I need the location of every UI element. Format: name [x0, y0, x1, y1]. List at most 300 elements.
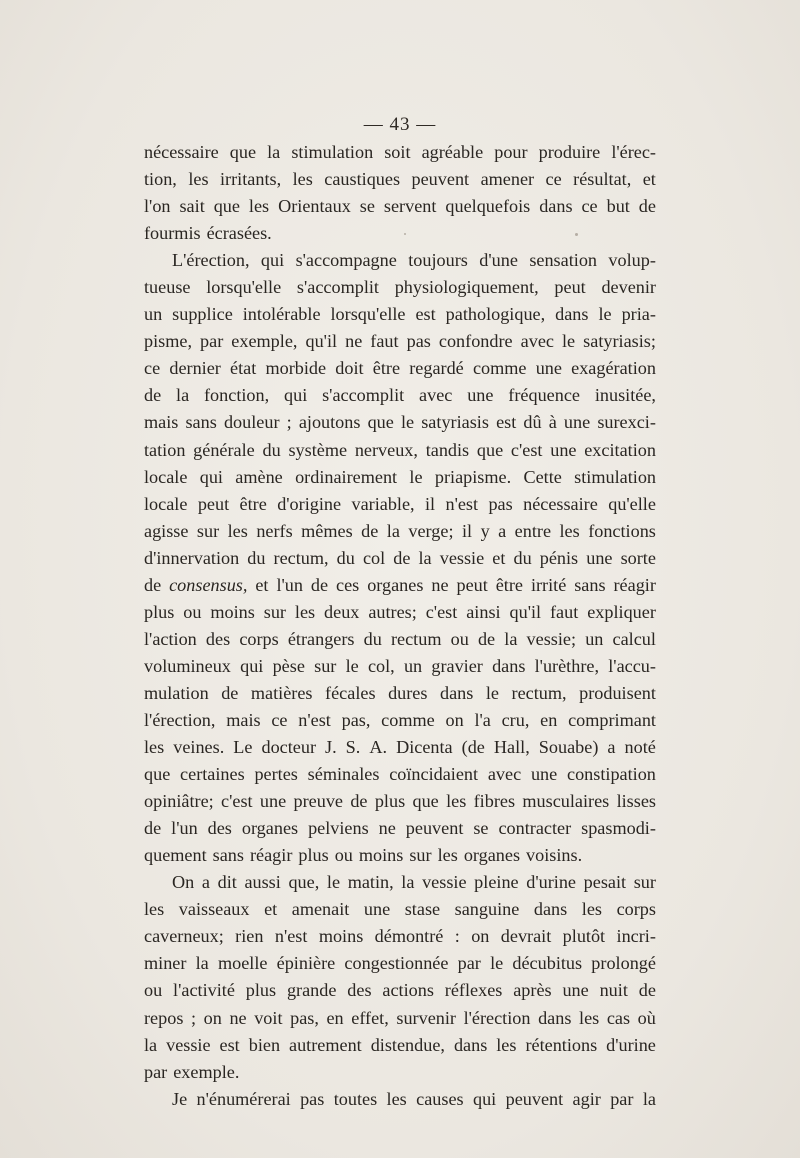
word: qui [260, 250, 285, 271]
word: but [606, 196, 630, 217]
word: ; [286, 412, 292, 433]
word: sanguine [454, 899, 520, 920]
word: réflexes [444, 980, 503, 1001]
word: satyriasis; [583, 331, 656, 352]
word: pria- [621, 304, 656, 325]
page-number: — 43 — [363, 114, 437, 135]
word: L'érection, [172, 250, 250, 271]
word: verge; [408, 520, 454, 541]
word: pelviens [308, 818, 369, 839]
word: que [213, 196, 240, 217]
text-line [144, 1086, 656, 1113]
word: fibres [473, 791, 516, 812]
text-line [144, 842, 656, 869]
word: devenir [601, 277, 656, 298]
word: stimulation [574, 466, 656, 487]
word: ce [271, 709, 288, 730]
word: est [415, 304, 436, 325]
word: rétentions [525, 1034, 598, 1055]
text-line [144, 680, 656, 707]
word: pas [406, 331, 431, 352]
word: le [562, 331, 576, 352]
word: J. [325, 737, 337, 758]
word: voit [254, 1007, 283, 1028]
word: tation [144, 439, 186, 460]
word: c'est [221, 791, 253, 812]
word: amène [235, 466, 283, 487]
text-line [144, 788, 656, 815]
word: sur [409, 845, 432, 866]
word: qu'elle [608, 493, 656, 514]
word: voisins. [526, 845, 583, 866]
word: les [446, 791, 467, 812]
word: aussi [244, 872, 281, 893]
word: pénis [539, 547, 579, 568]
word: dans [492, 655, 526, 676]
word: après [513, 980, 552, 1001]
word: une [363, 899, 391, 920]
word: c'est [510, 439, 543, 460]
word: a [201, 872, 210, 893]
word: est [496, 412, 517, 433]
word: moins [358, 845, 404, 866]
word: par [610, 1088, 634, 1109]
word: s'accomplit [296, 277, 379, 298]
word: faut [550, 601, 579, 622]
text-line [144, 572, 656, 599]
word: autrement [289, 1034, 362, 1055]
word: Le [233, 737, 253, 758]
word: excitation [584, 439, 656, 460]
word: les [386, 1088, 407, 1109]
word: pas [300, 1088, 325, 1109]
word: d'innervation [144, 547, 240, 568]
text-line [144, 977, 656, 1004]
word: l'érection [463, 1007, 531, 1028]
word: une [259, 791, 287, 812]
word: sait [179, 196, 205, 217]
word: nécessaire [144, 142, 219, 162]
word: qu'il [509, 601, 542, 622]
word: corps [616, 899, 656, 920]
word: ordinairement [295, 466, 398, 487]
text-line [144, 301, 656, 328]
word: de [144, 818, 162, 839]
word: épinière [276, 953, 336, 974]
word: une [586, 547, 613, 568]
word: expliquer [587, 601, 656, 622]
word: autres; [368, 601, 417, 622]
word: irrité [530, 574, 567, 595]
word: les [581, 899, 602, 920]
word: on [445, 709, 464, 730]
word: morbide [265, 358, 327, 379]
word: ne [229, 1007, 247, 1028]
text-line [144, 193, 656, 220]
text-line [144, 355, 656, 382]
word: sans [574, 574, 606, 595]
word: réagir [613, 574, 656, 595]
word: qui [240, 655, 264, 676]
word: être [372, 358, 401, 379]
word: a [498, 520, 507, 541]
word: il [461, 520, 473, 541]
word: réagir [249, 845, 293, 866]
word: sur [633, 872, 656, 893]
word: les [144, 899, 165, 920]
word: en [326, 1007, 344, 1028]
word: matières [250, 682, 313, 703]
word: dû [523, 412, 542, 433]
word: dans [539, 196, 573, 217]
word: résultat, [573, 169, 632, 190]
text-line [144, 599, 656, 626]
text-line [144, 166, 656, 193]
word: sans [185, 412, 217, 433]
word: les [248, 196, 270, 217]
word: physiologiquement, [394, 277, 539, 298]
word: pas, [341, 709, 371, 730]
word: avec [487, 764, 522, 785]
word: fréquence [508, 385, 580, 406]
word: nécessaire [523, 493, 598, 514]
word: des [347, 980, 372, 1001]
word: de [221, 682, 239, 703]
word: pèse [272, 655, 305, 676]
word: la [144, 1034, 158, 1055]
word: ces [336, 574, 360, 595]
word: pleine [474, 872, 519, 893]
text-line [144, 626, 656, 653]
word: on [471, 926, 490, 947]
word: de [310, 574, 329, 595]
word: du [513, 547, 532, 568]
word: de [638, 980, 656, 1001]
word: les [292, 169, 313, 190]
word: dit [217, 872, 237, 893]
word: la [418, 547, 432, 568]
word: l'action [144, 628, 197, 649]
word: cas [606, 1007, 631, 1028]
word: le [485, 682, 500, 703]
word: pas, [290, 1007, 319, 1028]
word: caustiques [324, 169, 401, 190]
word: de [350, 791, 368, 812]
word: les [496, 1034, 517, 1055]
word: faut [370, 331, 399, 352]
text-line [144, 1032, 656, 1059]
word: satyriasis [421, 412, 489, 433]
word: mais [226, 709, 261, 730]
text-line [144, 707, 656, 734]
word: pour [494, 142, 528, 162]
word: plus [245, 980, 277, 1001]
word: produisent [579, 682, 656, 703]
word: étrangers [287, 628, 355, 649]
word: s'accomplit [322, 385, 405, 406]
word: tion, [144, 169, 177, 190]
word: le [409, 466, 423, 487]
word: actions [382, 980, 434, 1001]
word: servent [383, 196, 437, 217]
word: vaisseaux [178, 899, 250, 920]
word: c'est [425, 601, 458, 622]
word: l'érec- [611, 142, 656, 162]
word: calcul [612, 628, 656, 649]
paper-speck [404, 233, 406, 235]
word: regardé [409, 358, 464, 379]
text-line [144, 139, 656, 166]
text-line [144, 815, 656, 842]
word: : [454, 926, 460, 947]
word: dernier [169, 358, 221, 379]
word: volup- [608, 250, 656, 271]
word: dans [453, 1034, 488, 1055]
word: dures [388, 682, 428, 703]
word: et [255, 574, 269, 595]
word: cru, [501, 709, 530, 730]
word: vessie [166, 1034, 211, 1055]
word: il [424, 493, 436, 514]
word: que [412, 791, 439, 812]
word: tandis [425, 439, 470, 460]
text-line [144, 437, 656, 464]
text-line [144, 653, 656, 680]
text-line [144, 274, 656, 301]
word: que, [288, 872, 320, 893]
word: ainsi [466, 601, 501, 622]
word: la [195, 953, 209, 974]
word: supplice [172, 304, 233, 325]
word: qu'il [305, 331, 338, 352]
word: système [288, 439, 348, 460]
word: comprimant [568, 709, 656, 730]
word: constipation [567, 764, 656, 785]
word: fonction, [204, 385, 270, 406]
word: des [207, 818, 232, 839]
word: irritants, [220, 169, 282, 190]
word: une [562, 980, 589, 1001]
word: que [367, 412, 394, 433]
word: plutôt [562, 926, 606, 947]
word: dans [555, 304, 589, 325]
word: certaines [180, 764, 245, 785]
word: n'énumérerai [196, 1088, 291, 1109]
word: d'une [479, 250, 518, 271]
word: amenait [291, 899, 350, 920]
word: agir [572, 1088, 601, 1109]
word: les [579, 1007, 600, 1028]
word: stimulation [291, 142, 374, 162]
word: plus [374, 791, 406, 812]
word: comme [381, 709, 435, 730]
word: la [504, 628, 518, 649]
word: se [359, 196, 375, 217]
word: dans [533, 899, 568, 920]
word: prolongé [591, 953, 656, 974]
word: moins [318, 926, 364, 947]
word: les [227, 520, 248, 541]
word: lorsqu'elle [206, 277, 282, 298]
word: rectum, [511, 682, 567, 703]
word: et [264, 899, 278, 920]
word: le [326, 872, 341, 893]
text-line [144, 545, 656, 572]
word: l'un [171, 818, 198, 839]
word: peuvent [405, 818, 464, 839]
word: que [229, 142, 257, 162]
word: qui [472, 1088, 497, 1109]
word: contracter [498, 818, 572, 839]
word: en [540, 709, 558, 730]
word: ou [334, 845, 353, 866]
word: nerveux, [354, 439, 418, 460]
word: tueuse [144, 277, 191, 298]
word: ne [378, 818, 396, 839]
word: à [548, 412, 557, 433]
word: avec [419, 385, 453, 406]
word: la [642, 1088, 656, 1109]
word: rectum [390, 628, 442, 649]
word: organes [367, 574, 424, 595]
word: causes [416, 1088, 464, 1109]
word: que [144, 764, 171, 785]
word: n'est [298, 709, 331, 730]
word: sur [263, 601, 286, 622]
word: sur [314, 655, 337, 676]
word: intolérable [242, 304, 321, 325]
word: les [294, 601, 316, 622]
word: deux [324, 601, 360, 622]
word: un [585, 628, 604, 649]
word: exemple, [231, 331, 298, 352]
word: matin, [347, 872, 394, 893]
word: ce [581, 196, 598, 217]
word: nerfs [256, 520, 293, 541]
word: générale [193, 439, 255, 460]
paper-speck [575, 233, 578, 236]
word: une [535, 358, 562, 379]
word: veines. [173, 737, 225, 758]
word: la [176, 385, 190, 406]
word: on [203, 1007, 222, 1028]
word: pertes [254, 764, 298, 785]
word: plus [144, 601, 175, 622]
word: quement [144, 845, 207, 866]
word: agréable [421, 142, 484, 162]
word: ce [545, 169, 562, 190]
word: démontré [374, 926, 444, 947]
word: les [559, 520, 580, 541]
word: avec [520, 331, 554, 352]
word: bien [248, 1034, 281, 1055]
word: un [403, 655, 423, 676]
word: agisse [144, 520, 189, 541]
word: amener [480, 169, 535, 190]
word: rien [235, 926, 264, 947]
word: séminales [307, 764, 380, 785]
word: fécales [325, 682, 376, 703]
word: locale [144, 466, 188, 487]
word: gravier [431, 655, 483, 676]
word: quelquefois [445, 196, 531, 217]
word: toutes [333, 1088, 378, 1109]
word: nuit [599, 980, 628, 1001]
word: de [638, 196, 656, 217]
word: organes [241, 818, 299, 839]
word: locale [144, 493, 188, 514]
word: soit [384, 142, 411, 162]
text-line [144, 220, 656, 247]
word: produire [538, 142, 601, 162]
text-line [144, 518, 656, 545]
word: du [336, 547, 355, 568]
word: ou [450, 628, 469, 649]
word: qui [284, 385, 308, 406]
word: le [400, 412, 415, 433]
word: ne [431, 574, 449, 595]
word: survenir [396, 1007, 456, 1028]
word: de [393, 547, 411, 568]
text-line [144, 491, 656, 518]
word: du [262, 439, 281, 460]
word: par [144, 1061, 168, 1082]
word: s'accompagne [295, 250, 397, 271]
word: ajoutons [298, 412, 361, 433]
text-line [144, 247, 656, 274]
word: exemple. [173, 1061, 240, 1082]
word: état [230, 358, 257, 379]
word: On [172, 872, 195, 893]
word: corps [239, 628, 279, 649]
word: caverneux; [144, 926, 224, 947]
word: ou [183, 601, 202, 622]
word: de [361, 520, 379, 541]
word: l'urèthre, [534, 655, 600, 676]
word: col [362, 547, 386, 568]
word: lorsqu'elle [330, 304, 406, 325]
word: (de [461, 737, 485, 758]
word: peut [456, 574, 488, 595]
text-line [144, 328, 656, 355]
word: l'activité [173, 980, 235, 1001]
text-line [144, 409, 656, 436]
word: Dicenta [396, 737, 453, 758]
word: où [637, 1007, 656, 1028]
word: congestionnée [344, 953, 449, 974]
word: une [530, 764, 558, 785]
word: d'origine [277, 493, 342, 514]
word: du [247, 547, 266, 568]
word: l'on [144, 196, 171, 217]
word: inusitée, [594, 385, 656, 406]
word: une [550, 439, 577, 460]
word: pas [488, 493, 513, 514]
word: noté [624, 737, 656, 758]
word: peut [554, 277, 586, 298]
text-line [144, 761, 656, 788]
word: musculaires [522, 791, 610, 812]
word: le [345, 655, 359, 676]
word: la [386, 520, 400, 541]
word: preuve [293, 791, 343, 812]
word: ne [345, 331, 363, 352]
word: Cette [523, 466, 562, 487]
text-line [144, 464, 656, 491]
word: peuvent [411, 169, 470, 190]
word: de [144, 385, 162, 406]
word: lisses [616, 791, 656, 812]
